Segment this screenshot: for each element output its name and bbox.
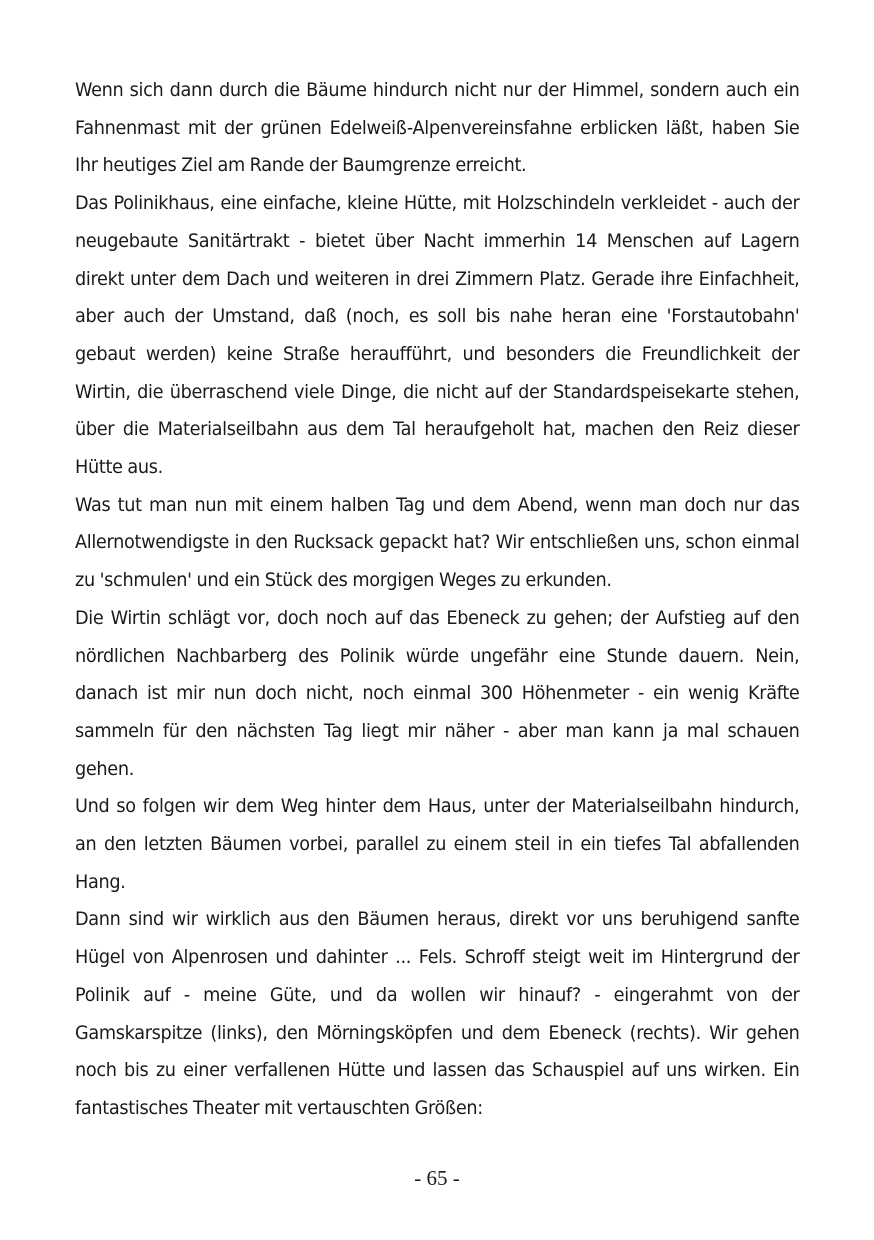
paragraph: Das Polinikhaus, eine einfache, kleine Hütte, mit Holzschindeln verkleidet - auch der neugebaute Sanitärtrakt - bietet über Nacht immerhin 14 Menschen auf Lagern direkt unter dem Dach und weiteren in drei Zimmern Platz. Gerade ihre Einfachheit, aber auch der Umstand, daß (noch, es soll bis nahe heran eine 'Forstautobahn' gebaut werden) keine Straße heraufführt, und besonders die Freundlichkeit der Wirtin, die überraschend viele Dinge, die nicht auf der Standardspeisekarte stehen, über die Materialseilbahn aus dem Tal heraufgeholt hat, machen den Reiz dieser Hütte aus. (75, 192, 800, 479)
paragraph: Was tut man nun mit einem halben Tag und dem Abend, wenn man doch nur das Allernotwendigste in den Rucksack gepackt hat? Wir entschließen uns, schon einmal zu 'schmulen' und ein Stück des morgigen Weges zu erkunden. (75, 493, 800, 592)
paragraph: Dann sind wir wirklich aus den Bäumen heraus, direkt vor uns beruhigend sanfte Hügel von Alpenrosen und dahinter ... Fels. Schroff steigt weit im Hintergrund der Polinik auf - meine Güte, und da wollen wir hinauf? - eingerahmt von der Gamskarspitze (links), den Mörningsköpfen und dem Ebeneck (rechts). Wir gehen noch bis zu einer verfallenen Hütte und lassen das Schauspiel auf uns wirken. Ein fantastisches Theater mit vertauschten Größen: (75, 908, 800, 1119)
paragraph: Wenn sich dann durch die Bäume hindurch nicht nur der Himmel, sondern auch ein Fahnenmast mit der grünen Edelweiß-Alpenvereinsfahne erblicken läßt, haben Sie Ihr heutiges Ziel am Rande der Baumgrenze erreicht. (75, 79, 800, 177)
body-text (75, 72, 799, 1128)
paragraph: Die Wirtin schlägt vor, doch noch auf das Ebeneck zu gehen; der Aufstieg auf den nördlichen Nachbarberg des Polinik würde ungefähr eine Stunde dauern. Nein, danach ist mir nun doch nicht, noch einmal 300 Höhenmeter - ein wenig Kräfte sammeln für den nächsten Tag liegt mir näher - aber man kann ja mal schauen gehen. (75, 606, 800, 780)
paragraph: Und so folgen wir dem Weg hinter dem Haus, unter der Materialseilbahn hindurch, an den letzten Bäumen vorbei, parallel zu einem steil in ein tiefes Tal abfallenden Hang. (75, 795, 800, 893)
page-number: - 65 - (414, 1166, 460, 1190)
